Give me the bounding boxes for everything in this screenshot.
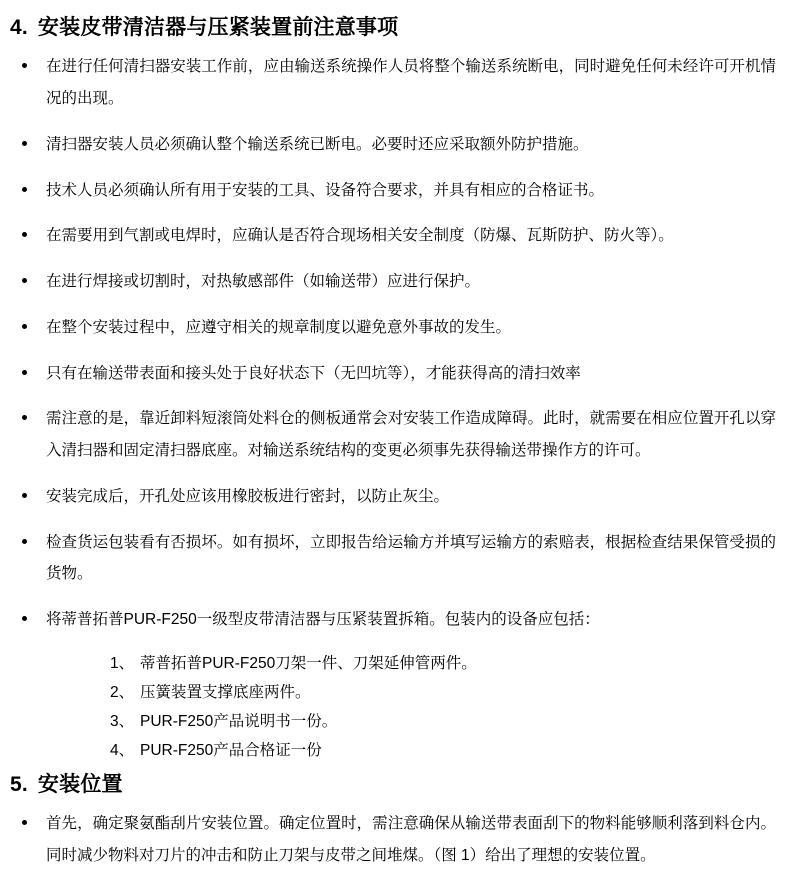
list-item: 技术人员必须确认所有用于安装的工具、设备符合要求，并具有相应的合格证书。 <box>10 175 776 207</box>
numbered-list-index: 4、 <box>110 742 135 760</box>
numbered-list-item <box>10 679 776 706</box>
numbered-list-item <box>10 650 776 677</box>
list-item: 只有在输送带表面和接头处于良好状态下（无凹坑等），才能获得高的清扫效率 <box>10 358 776 390</box>
list-item: 清扫器安装人员必须确认整个输送系统已断电。必要时还应采取额外防护措施。 <box>10 129 776 161</box>
list-item: 首先，确定聚氨酯刮片安装位置。确定位置时，需注意确保从输送带表面刮下的物料能够顺利落到料仓内。同时减少物料对刀片的冲击和防止刀架与皮带之间堆煤。（图 1）给出了理想的安装位置。 <box>10 808 776 872</box>
numbered-list-text: PUR-F250产品说明书一份。 <box>140 713 338 731</box>
numbered-list-index: 2、 <box>110 684 135 702</box>
section-number-4: 4. <box>10 16 28 39</box>
list-item: 安装完成后，开孔处应该用橡胶板进行密封，以防止灰尘。 <box>10 481 776 513</box>
list-item: 检查货运包装看有否损坏。如有损坏，立即报告给运输方并填写运输方的索赔表，根据检查结果保管受损的货物。 <box>10 527 776 591</box>
numbered-list-index: 1、 <box>110 655 135 673</box>
numbered-list-item <box>10 737 776 764</box>
numbered-list-text: 蒂普拓普PUR-F250刀架一件、刀架延伸管两件。 <box>140 655 477 673</box>
list-item: 将蒂普拓普PUR-F250一级型皮带清洁器与压紧装置拆箱。包装内的设备应包括： <box>10 604 776 636</box>
list-item: 在整个安装过程中，应遵守相关的规章制度以避免意外事故的发生。 <box>10 312 776 344</box>
numbered-list-text: PUR-F250产品合格证一份 <box>140 742 322 760</box>
list-item: 在需要用到气割或电焊时，应确认是否符合现场相关安全制度（防爆、瓦斯防护、防火等）。 <box>10 220 776 252</box>
section-5-bullet-list <box>10 808 776 872</box>
numbered-list-item <box>10 708 776 735</box>
list-item: 在进行任何清扫器安装工作前，应由输送系统操作人员将整个输送系统断电，同时避免任何未经许可开机情况的出现。 <box>10 51 776 115</box>
section-heading-4 <box>10 14 776 41</box>
numbered-list-text: 压簧装置支撑底座两件。 <box>140 684 311 702</box>
list-item: 在进行焊接或切割时，对热敏感部件（如输送带）应进行保护。 <box>10 266 776 298</box>
section-number-5: 5. <box>10 772 28 796</box>
numbered-list-index: 3、 <box>110 713 135 731</box>
section-title-4: 安装皮带清洁器与压紧装置前注意事项 <box>37 16 399 39</box>
section-heading-5 <box>10 771 776 798</box>
packing-contents-list <box>10 650 776 765</box>
list-item: 需注意的是，靠近卸料短滚筒处料仓的侧板通常会对安装工作造成障碍。此时，就需要在相应位置开孔以穿入清扫器和固定清扫器底座。对输送系统结构的变更必须事先获得输送带操作方的许可。 <box>10 403 776 467</box>
section-title-5: 安装位置 <box>37 772 123 796</box>
section-4-bullet-list <box>10 51 776 636</box>
